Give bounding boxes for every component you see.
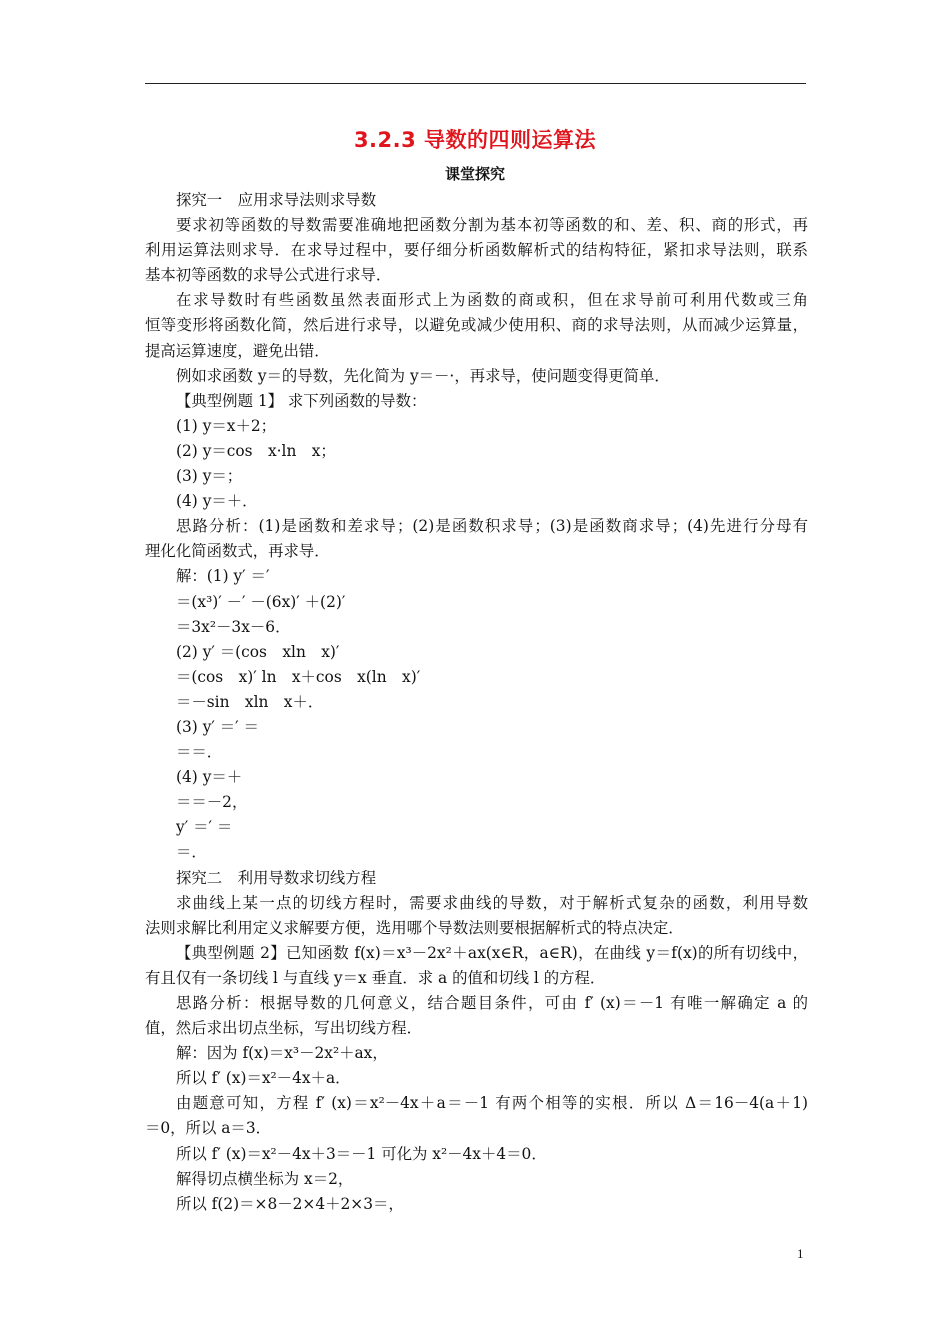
page-number: 1 <box>797 1246 804 1261</box>
paragraph-line: 思路分析：(1)是函数和差求导；(2)是函数积求导；(3)是函数商求导；(4)先进行分母有 <box>176 517 808 536</box>
paragraph-line: 例如求函数 y＝的导数，先化简为 y＝－·，再求导，使问题变得更简单． <box>176 366 670 385</box>
math-line: (1) y＝x＋2； <box>176 416 277 435</box>
paragraph-line: 利用运算法则求导．在求导过程中，要仔细分析函数解析式的结构特征，紧扣求导法则，联系 <box>145 241 808 260</box>
math-line: ＝0，所以 a＝3． <box>145 1119 271 1138</box>
math-line: (3) y′ ＝′ ＝ <box>176 717 259 736</box>
paragraph-line: 基本初等函数的求导公式进行求导． <box>145 266 392 285</box>
math-line: ＝． <box>176 843 207 862</box>
paragraph-line: 思路分析：根据导数的几何意义，结合题目条件，可由 f′ (x)＝－1 有唯一解确定 a 的 <box>176 994 808 1012</box>
paragraph-line: 有且仅有一条切线 l 与直线 y＝x 垂直．求 a 的值和切线 l 的方程． <box>145 968 606 987</box>
math-line: (4) y＝＋． <box>176 492 258 511</box>
math-line: 所以 f(2)＝×8－2×4＋2×3＝， <box>176 1194 404 1213</box>
paragraph-line: 由题意可知，方程 f′ (x)＝x²－4x＋a＝－1 有两个相等的实根．所以 Δ＝16－4(a＋1) <box>176 1094 808 1113</box>
paragraph-line: 法则求解比利用定义求解要方便，选用哪个导数法则要根据解析式的特点决定． <box>145 918 684 937</box>
math-line: ＝3x²－3x－6． <box>176 617 291 636</box>
paragraph-line: 恒等变形将函数化简，然后进行求导，以避免或减少使用积、商的求导法则，从而减少运算量， <box>145 316 808 335</box>
example-heading-1: 【典型例题 1】 求下列函数的导数： <box>176 391 427 410</box>
heading-explore-2: 探究二 利用导数求切线方程 <box>176 868 377 887</box>
math-line: 所以 f′ (x)＝x²－4x＋a． <box>176 1069 351 1088</box>
section-heading: 课堂探究 <box>444 165 505 183</box>
math-line: 所以 f′ (x)＝x²－4x＋3＝－1 可化为 x²－4x＋4＝0． <box>176 1144 547 1163</box>
math-line: 解：因为 f(x)＝x³－2x²＋ax， <box>176 1044 388 1063</box>
math-line: ＝(x³)′ －′ －(6x)′ ＋(2)′ <box>176 592 346 611</box>
page-title: 3.2.3 导数的四则运算法 <box>353 128 597 152</box>
paragraph-line: 求曲线上某一点的切线方程时，需要求曲线的导数，对于解析式复杂的函数，利用导数 <box>176 893 808 912</box>
paragraph-line: 在求导数时有些函数虽然表面形式上为函数的商或积，但在求导前可利用代数或三角 <box>176 291 808 310</box>
paragraph-line: 提高运算速度，避免出错． <box>145 341 330 360</box>
math-line: (2) y＝cos x·ln x； <box>176 441 336 460</box>
paragraph-line: 要求初等函数的导数需要准确地把函数分割为基本初等函数的和、差、积、商的形式，再 <box>176 216 808 235</box>
paragraph-line: 理化化简函数式，再求导． <box>145 542 330 561</box>
math-line: ＝(cos x)′ ln x＋cos x(ln x)′ <box>176 667 421 686</box>
math-line: (2) y′ ＝(cos xln x)′ <box>176 642 340 661</box>
heading-explore-1: 探究一 应用求导法则求导数 <box>176 191 377 209</box>
document-body <box>145 188 808 1217</box>
header-rule <box>145 83 806 84</box>
math-line: (4) y＝＋ <box>176 768 243 787</box>
math-line: ＝＝． <box>176 743 223 762</box>
example-heading-2: 【典型例题 2】已知函数 f(x)＝x³－2x²＋ax(x∈R，a∈R)，在曲线 y＝f(x)的所有切线中， <box>176 943 808 962</box>
math-line: ＝－sin xln x＋． <box>176 692 324 711</box>
math-line: y′ ＝′ ＝ <box>176 818 233 837</box>
math-line: (3) y＝； <box>176 467 243 486</box>
math-line: 解得切点横坐标为 x＝2， <box>176 1169 354 1188</box>
paragraph-line: 值，然后求出切点坐标，写出切线方程． <box>145 1019 423 1038</box>
math-line: 解：(1) y′ ＝′ <box>176 567 270 586</box>
math-line: ＝＝－2， <box>176 793 248 812</box>
